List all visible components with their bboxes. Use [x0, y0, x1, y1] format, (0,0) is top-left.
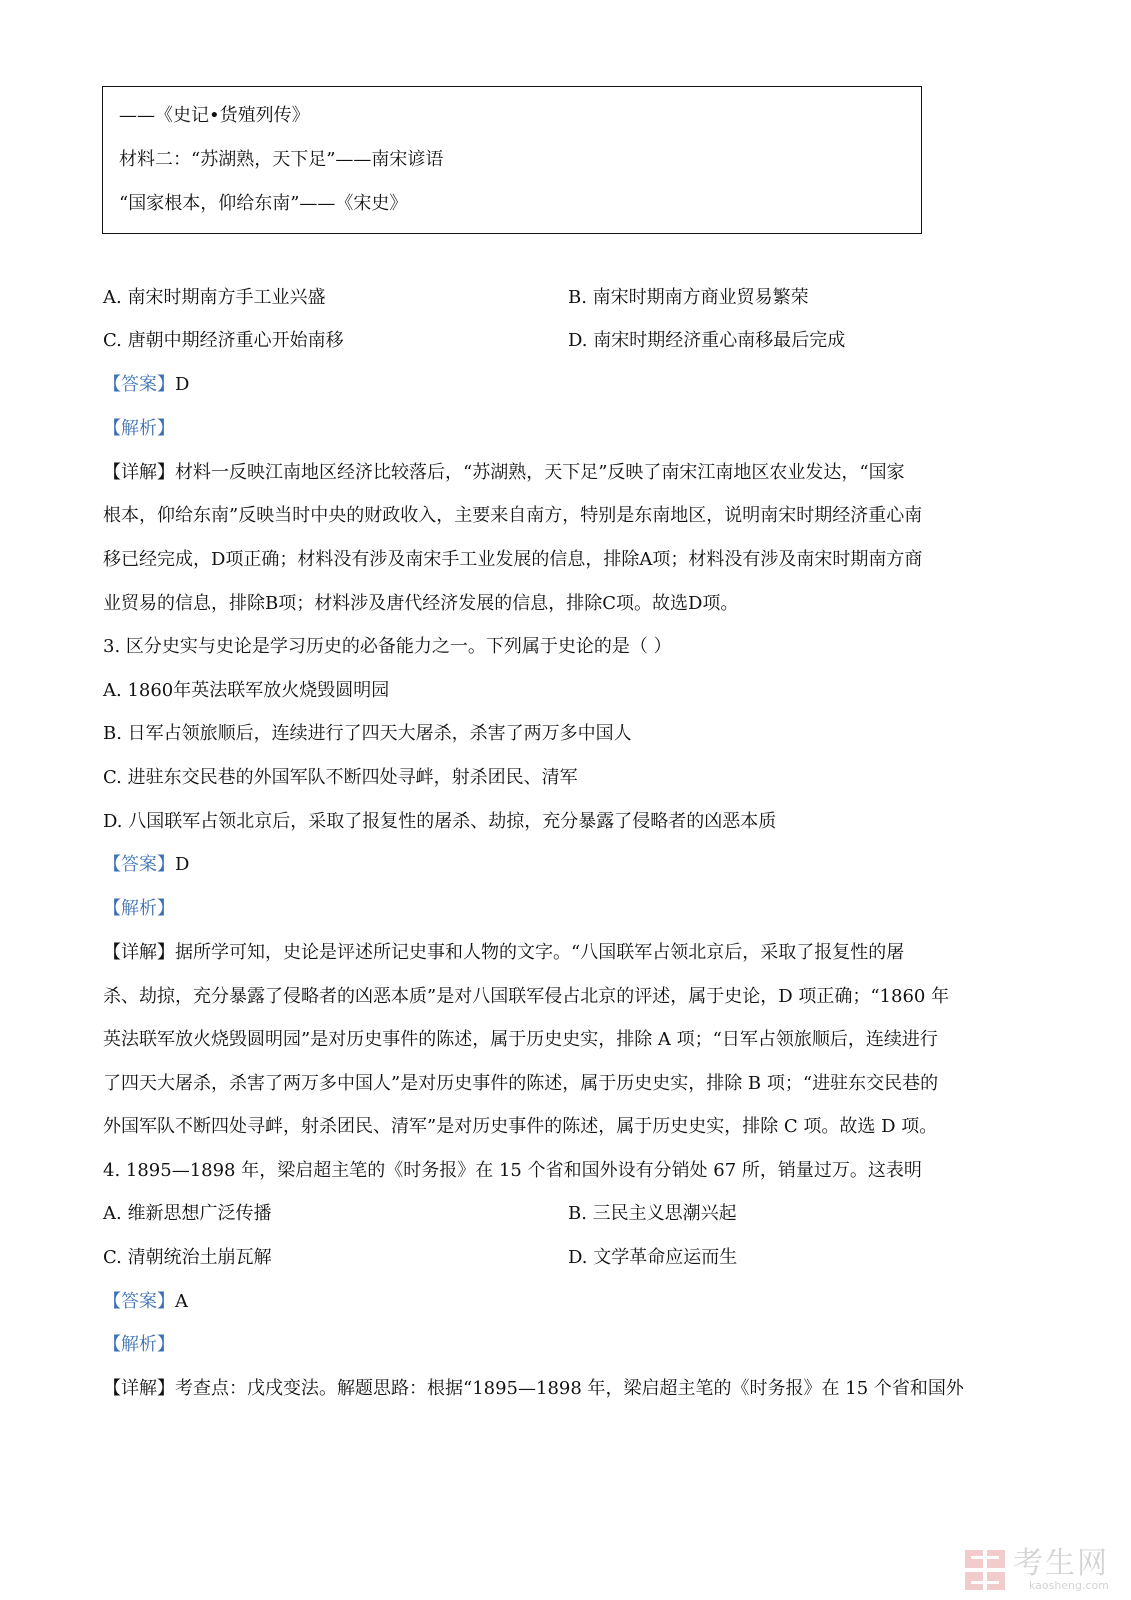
- q3-detail-line-4: 了四天大屠杀，杀害了两万多中国人”是对历史事件的陈述，属于历史史实，排除 B 项；“进驻东交民巷的: [103, 1073, 939, 1094]
- q4-stem: 4. 1895—1898 年，梁启超主笔的《时务报》在 15 个省和国外设有分销处 67 所，销量过万。这表明: [103, 1160, 922, 1181]
- q4-answer: 【答案】A: [103, 1291, 188, 1312]
- q3-option-c: C. 进驻东交民巷的外国军队不断四处寻衅，射杀团民、清军: [103, 767, 578, 788]
- q2-detail-line-3: 移已经完成，D项正确；材料没有涉及南宋手工业发展的信息，排除A项；材料没有涉及南宋时期南方商: [103, 549, 923, 570]
- q3-stem: 3. 区分史实与史论是学习历史的必备能力之一。下列属于史论的是（ ）: [103, 636, 672, 657]
- q4-option-b: B. 三民主义思潮兴起: [568, 1203, 737, 1224]
- q3-detail-line-2: 杀、劫掠，充分暴露了侵略者的凶恶本质”是对八国联军侵占北京的评述，属于史论，D 项正确；“1860 年: [103, 986, 950, 1007]
- q2-detail-line-4: 业贸易的信息，排除B项；材料涉及唐代经济发展的信息，排除C项。故选D项。: [103, 593, 739, 614]
- q4-detail-line-1: 【详解】考查点：戊戌变法。解题思路：根据“1895—1898 年，梁启超主笔的《时务报》在 15 个省和国外: [103, 1378, 964, 1399]
- q3-answer: 【答案】D: [103, 854, 190, 875]
- answer-tag: 【答案】: [103, 374, 175, 395]
- q3-option-d: D. 八国联军占领北京后，采取了报复性的屠杀、劫掠，充分暴露了侵略者的凶恶本质: [103, 811, 777, 832]
- q4-option-d: D. 文学革命应运而生: [568, 1247, 738, 1268]
- q3-option-b: B. 日军占领旅顺后，连续进行了四天大屠杀，杀害了两万多中国人: [103, 723, 632, 744]
- watermark-en: kaosheng.com: [1028, 1579, 1109, 1592]
- q2-option-c: C. 唐朝中期经济重心开始南移: [103, 330, 344, 351]
- watermark: [963, 1548, 1109, 1592]
- q4-option-c: C. 清朝统治土崩瓦解: [103, 1247, 272, 1268]
- q2-option-a: A. 南宋时期南方手工业兴盛: [103, 287, 326, 308]
- q3-detail-line-5: 外国军队不断四处寻衅，射杀团民、清军”是对历史事件的陈述，属于历史史实，排除 C 项。故选 D 项。: [103, 1116, 938, 1137]
- q3-option-a: A. 1860年英法联军放火烧毁圆明园: [103, 680, 390, 701]
- q3-detail-line-1: 【详解】据所学可知，史论是评述所记史事和人物的文字。“八国联军占领北京后，采取了报复性的屠: [103, 942, 905, 963]
- q4-jiexi-tag: 【解析】: [103, 1334, 175, 1355]
- box-line-2: 材料二：“苏湖熟，天下足”——南宋谚语: [119, 149, 444, 170]
- box-line-3: “国家根本，仰给东南”——《宋史》: [119, 193, 408, 214]
- q3-jiexi-tag: 【解析】: [103, 898, 175, 919]
- q3-detail-line-3: 英法联军放火烧毁圆明园”是对历史事件的陈述，属于历史史实，排除 A 项；“日军占领旅顺后，连续进行: [103, 1029, 938, 1050]
- q4-option-a: A. 维新思想广泛传播: [103, 1203, 272, 1224]
- box-line-1: ——《史记•货殖列传》: [119, 105, 310, 126]
- detail-tag: 【详解】: [103, 462, 175, 483]
- kaosheng-logo-icon: [963, 1548, 1007, 1592]
- q2-answer: [103, 372, 189, 398]
- q2-detail-line-1: 【详解】材料一反映江南地区经济比较落后，“苏湖熟，天下足”反映了南宋江南地区农业发达，“国家: [103, 462, 905, 483]
- watermark-cn: 考生网: [1013, 1546, 1109, 1581]
- q2-detail-line-2: 根本，仰给东南”反映当时中央的财政收入，主要来自南方，特别是东南地区，说明南宋时期经济重心南: [103, 505, 923, 526]
- q2-option-d: D. 南宋时期经济重心南移最后完成: [568, 330, 846, 351]
- q2-jiexi-tag: 【解析】: [103, 418, 175, 439]
- materials-box: [102, 86, 922, 234]
- q2-option-b: B. 南宋时期南方商业贸易繁荣: [568, 287, 809, 308]
- answer-value: D: [175, 374, 190, 395]
